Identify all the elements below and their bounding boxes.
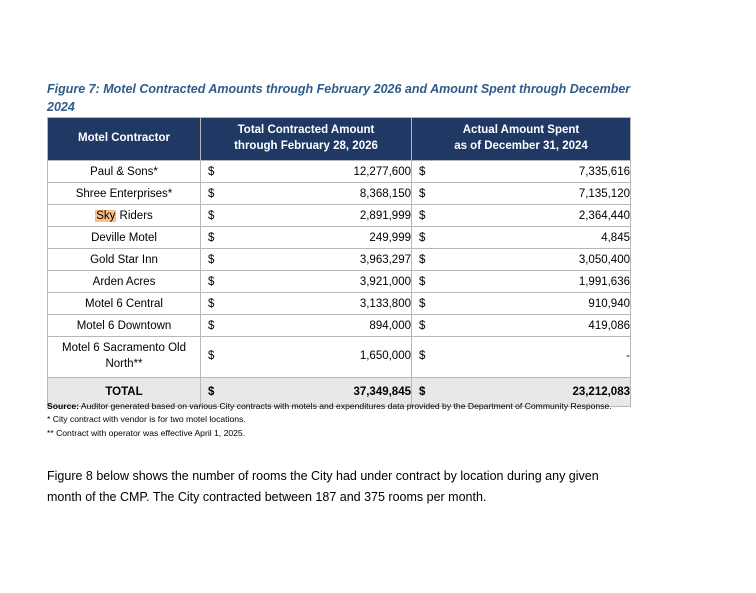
currency-symbol: $ bbox=[419, 187, 426, 200]
currency-symbol: $ bbox=[419, 231, 426, 244]
cell-contractor-name: Paul & Sons* bbox=[48, 161, 201, 183]
figure-title: Figure 7: Motel Contracted Amounts through February 2026 and Amount Spent through December 2024 bbox=[47, 82, 631, 115]
cell-contractor-name: Motel 6 Downtown bbox=[48, 315, 201, 337]
cell-contracted-value: 8,368,150 bbox=[359, 187, 411, 200]
table-row bbox=[48, 183, 631, 205]
cell-contracted-amount bbox=[201, 337, 412, 378]
currency-symbol: $ bbox=[419, 319, 426, 332]
currency-symbol: $ bbox=[208, 386, 215, 398]
currency-symbol: $ bbox=[208, 275, 215, 288]
source-text: Auditor generated based on various City contracts with motels and expenditures data provided by the Department of Community Response. bbox=[79, 401, 612, 411]
column-header-actual-spent-line2: as of December 31, 2024 bbox=[454, 140, 588, 152]
currency-symbol: $ bbox=[208, 253, 215, 266]
cell-contractor-name-rest: Riders bbox=[116, 209, 153, 222]
currency-symbol: $ bbox=[419, 209, 426, 222]
currency-symbol: $ bbox=[208, 187, 215, 200]
cell-contracted-value: 894,000 bbox=[369, 319, 411, 332]
cell-contracted-amount bbox=[201, 249, 412, 271]
cell-contracted-amount bbox=[201, 227, 412, 249]
currency-symbol: $ bbox=[208, 319, 215, 332]
table-row bbox=[48, 337, 631, 378]
currency-symbol: $ bbox=[208, 350, 215, 363]
cell-contracted-value: 3,133,800 bbox=[359, 297, 411, 310]
cell-total-label: TOTAL bbox=[48, 378, 201, 407]
cell-spent-value: 910,940 bbox=[588, 297, 630, 310]
figure-notes bbox=[47, 400, 630, 440]
cell-contracted-amount bbox=[201, 205, 412, 227]
currency-symbol: $ bbox=[208, 231, 215, 244]
cell-spent-amount bbox=[412, 205, 631, 227]
currency-symbol: $ bbox=[208, 209, 215, 222]
cell-spent-amount bbox=[412, 315, 631, 337]
currency-symbol: $ bbox=[419, 350, 426, 363]
cell-contracted-value: 3,963,297 bbox=[359, 253, 411, 266]
cell-contracted-value: 12,277,600 bbox=[353, 165, 411, 178]
cell-spent-value: 1,991,636 bbox=[578, 275, 630, 288]
cell-contracted-amount bbox=[201, 271, 412, 293]
source-note bbox=[47, 400, 630, 412]
cell-spent-value: 4,845 bbox=[601, 231, 630, 244]
currency-symbol: $ bbox=[419, 253, 426, 266]
currency-symbol: $ bbox=[419, 165, 426, 178]
cell-spent-amount bbox=[412, 161, 631, 183]
cell-spent-amount bbox=[412, 227, 631, 249]
currency-symbol: $ bbox=[419, 275, 426, 288]
column-header-total-contracted-line2: through February 28, 2026 bbox=[234, 140, 378, 152]
table-body bbox=[48, 161, 631, 407]
cell-spent-value: 2,364,440 bbox=[578, 209, 630, 222]
cell-contractor-name bbox=[48, 205, 201, 227]
cell-contracted-amount bbox=[201, 161, 412, 183]
cell-contractor-name: Shree Enterprises* bbox=[48, 183, 201, 205]
table-row bbox=[48, 271, 631, 293]
table-row bbox=[48, 315, 631, 337]
cell-total-contracted-value: 37,349,845 bbox=[353, 386, 411, 398]
column-header-total-contracted-line1: Total Contracted Amount bbox=[237, 124, 375, 137]
table-header bbox=[48, 118, 631, 161]
highlighted-text: Sky bbox=[96, 209, 116, 222]
column-header-contractor: Motel Contractor bbox=[48, 118, 201, 161]
table-row bbox=[48, 205, 631, 227]
body-paragraph: Figure 8 below shows the number of rooms the City had under contract by location during any given month of the CMP. The City contracted between 187 and 375 rooms per month. bbox=[47, 469, 599, 505]
source-label: Source: bbox=[47, 401, 79, 411]
cell-spent-value: - bbox=[626, 350, 630, 363]
cell-contractor-name: Motel 6 Sacramento Old North** bbox=[48, 337, 201, 378]
cell-spent-value: 419,086 bbox=[588, 319, 630, 332]
column-header-total-contracted bbox=[201, 118, 412, 161]
figure-table-container bbox=[47, 117, 630, 407]
cell-contracted-amount bbox=[201, 293, 412, 315]
cell-spent-amount bbox=[412, 337, 631, 378]
currency-symbol: $ bbox=[419, 297, 426, 310]
cell-contracted-amount bbox=[201, 315, 412, 337]
cell-contractor-name: Motel 6 Central bbox=[48, 293, 201, 315]
footnote-one: * City contract with vendor is for two motel locations. bbox=[47, 414, 246, 425]
footnote-two: ** Contract with operator was effective April 1, 2025. bbox=[47, 427, 246, 438]
cell-contracted-value: 249,999 bbox=[369, 231, 411, 244]
currency-symbol: $ bbox=[419, 386, 426, 398]
table-header-row bbox=[48, 118, 631, 161]
cell-spent-value: 7,335,616 bbox=[578, 165, 630, 178]
table-row bbox=[48, 249, 631, 271]
cell-spent-amount bbox=[412, 271, 631, 293]
cell-total-spent-value: 23,212,083 bbox=[572, 386, 630, 398]
currency-symbol: $ bbox=[208, 165, 215, 178]
column-header-actual-spent-line1: Actual Amount Spent bbox=[462, 124, 580, 137]
cell-contracted-value: 1,650,000 bbox=[359, 350, 411, 363]
cell-spent-value: 3,050,400 bbox=[578, 253, 630, 266]
currency-symbol: $ bbox=[208, 297, 215, 310]
cell-contractor-name: Arden Acres bbox=[48, 271, 201, 293]
column-header-actual-spent bbox=[412, 118, 631, 161]
motel-contract-table bbox=[47, 117, 631, 407]
cell-contractor-name: Deville Motel bbox=[48, 227, 201, 249]
table-row bbox=[48, 227, 631, 249]
table-row bbox=[48, 293, 631, 315]
table-row bbox=[48, 161, 631, 183]
cell-contracted-value: 2,891,999 bbox=[359, 209, 411, 222]
cell-spent-value: 7,135,120 bbox=[578, 187, 630, 200]
cell-spent-amount bbox=[412, 183, 631, 205]
cell-contractor-name: Gold Star Inn bbox=[48, 249, 201, 271]
cell-spent-amount bbox=[412, 249, 631, 271]
cell-contracted-amount bbox=[201, 183, 412, 205]
cell-spent-amount bbox=[412, 293, 631, 315]
cell-contracted-value: 3,921,000 bbox=[359, 275, 411, 288]
